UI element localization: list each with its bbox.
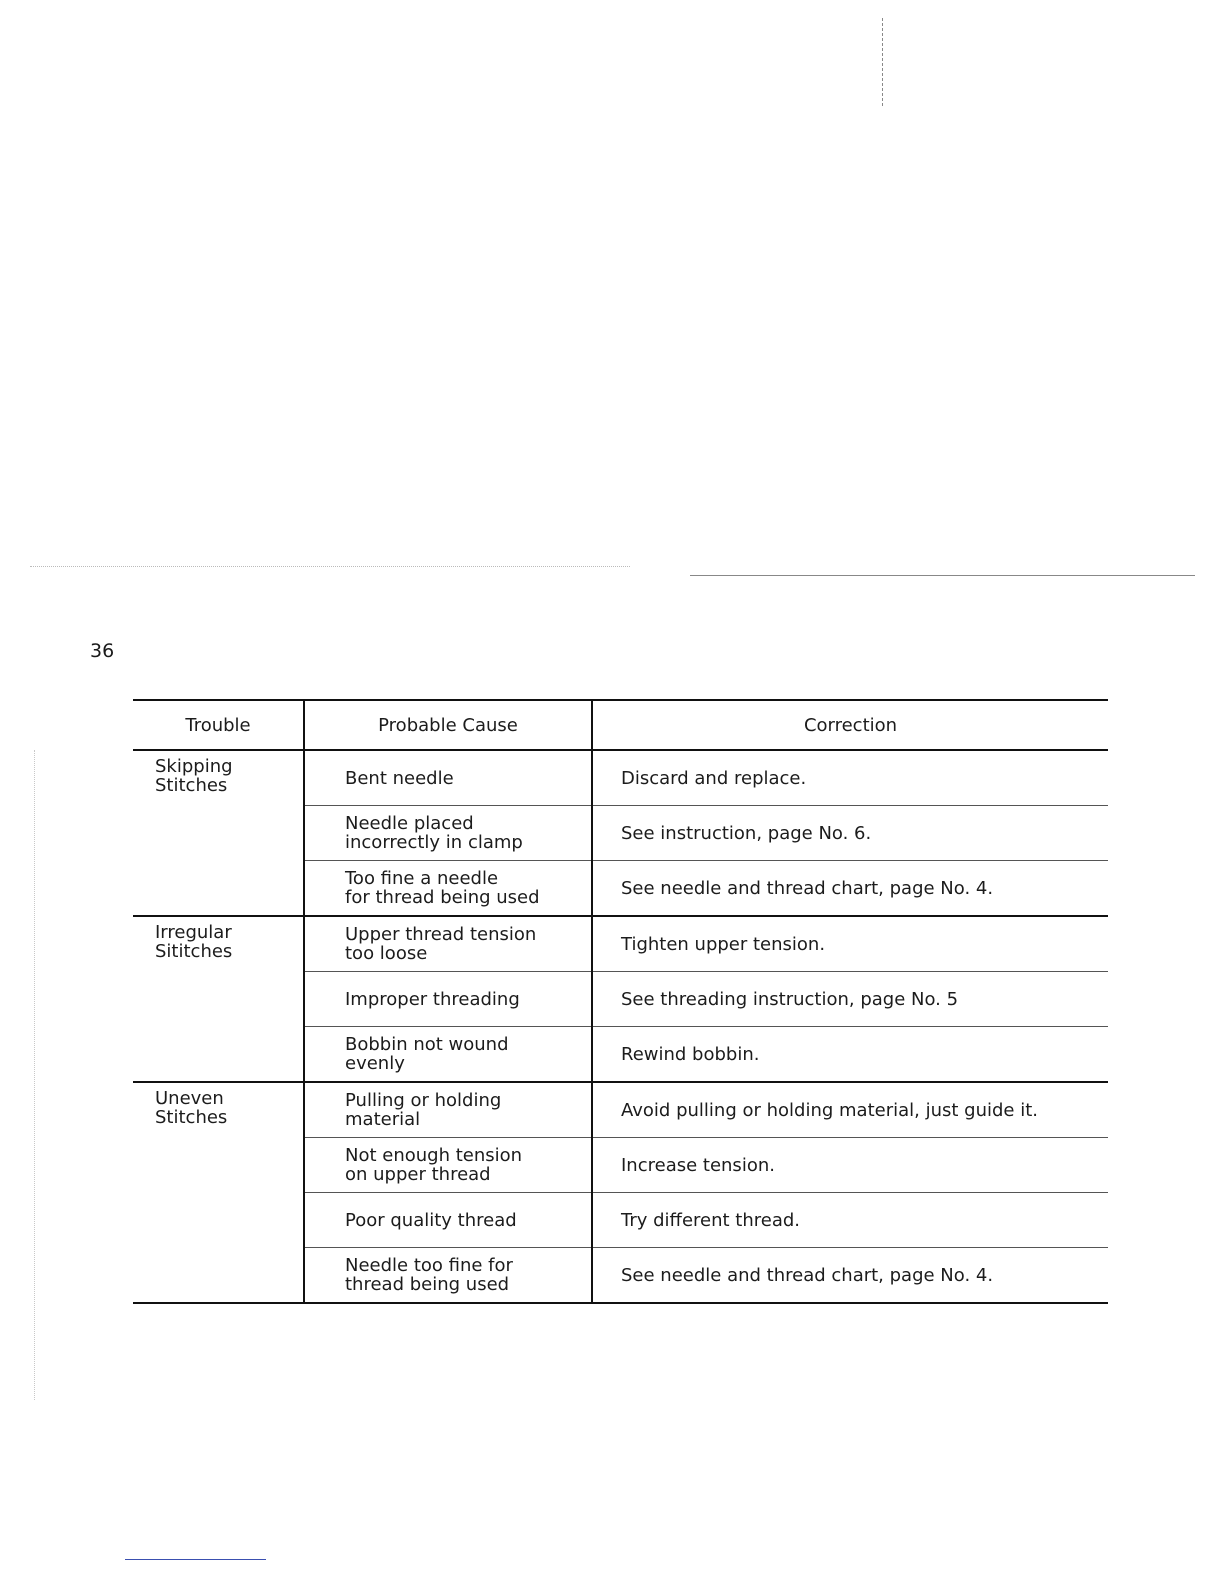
cell-line: Bobbin not wound [345, 1034, 509, 1055]
probable-cause-cell [304, 1027, 592, 1083]
scan-artifact-rule [690, 575, 1195, 576]
correction-cell: Avoid pulling or holding material, just guide it. [592, 1082, 1108, 1138]
probable-cause-cell [304, 1082, 592, 1138]
cell-line: Skipping [155, 756, 233, 777]
correction-cell: Rewind bobbin. [592, 1027, 1108, 1083]
cell-line: Uneven [155, 1088, 224, 1109]
probable-cause-cell [304, 1193, 592, 1248]
trouble-cell [133, 1082, 304, 1303]
cell-line: Poor quality thread [345, 1209, 517, 1231]
cell-line: Pulling or holding [345, 1090, 502, 1111]
cell-line: Improper threading [345, 988, 520, 1010]
troubleshooting-table [133, 699, 1108, 1304]
table-row [133, 1082, 1108, 1138]
cell-line: on upper thread [345, 1164, 491, 1185]
trouble-cell [133, 750, 304, 916]
correction-cell: See instruction, page No. 6. [592, 806, 1108, 861]
cell-line: for thread being used [345, 887, 540, 908]
cell-line: Sititches [155, 941, 233, 962]
correction-cell: See needle and thread chart, page No. 4. [592, 1248, 1108, 1304]
header-correction: Correction [592, 700, 1108, 750]
probable-cause-cell [304, 1138, 592, 1193]
correction-cell: Tighten upper tension. [592, 916, 1108, 972]
probable-cause-cell [304, 972, 592, 1027]
header-probable-cause: Probable Cause [304, 700, 592, 750]
probable-cause-cell [304, 916, 592, 972]
cell-line: Upper thread tension [345, 924, 537, 945]
cell-line: evenly [345, 1053, 405, 1074]
cell-line: Not enough tension [345, 1145, 523, 1166]
cell-line: thread being used [345, 1274, 510, 1295]
probable-cause-cell [304, 1248, 592, 1304]
scan-artifact-dots [30, 566, 630, 567]
cell-line: Too fine a needle [345, 868, 499, 889]
cell-line: Bent needle [345, 767, 454, 789]
cell-line: Needle placed [345, 813, 474, 834]
cell-line: Stitches [155, 775, 228, 796]
table-body [133, 750, 1108, 1303]
correction-cell: Discard and replace. [592, 750, 1108, 806]
cell-line: incorrectly in clamp [345, 832, 523, 853]
cell-line: Irregular [155, 922, 232, 943]
correction-cell: Try different thread. [592, 1193, 1108, 1248]
correction-cell: Increase tension. [592, 1138, 1108, 1193]
correction-cell: See needle and thread chart, page No. 4. [592, 861, 1108, 917]
probable-cause-cell [304, 806, 592, 861]
trouble-cell [133, 916, 304, 1082]
footer-rule [125, 1559, 266, 1560]
cell-line: too loose [345, 943, 428, 964]
scan-artifact-left-edge [34, 750, 35, 1400]
page-number: 36 [90, 640, 115, 662]
cell-line: material [345, 1109, 421, 1130]
table-row [133, 916, 1108, 972]
scan-artifact-vertical [882, 18, 883, 106]
correction-cell: See threading instruction, page No. 5 [592, 972, 1108, 1027]
cell-line: Stitches [155, 1107, 228, 1128]
table-row [133, 750, 1108, 806]
probable-cause-cell [304, 750, 592, 806]
table-header-row [133, 700, 1108, 750]
cell-line: Needle too fine for [345, 1255, 513, 1276]
header-trouble: Trouble [133, 700, 304, 750]
probable-cause-cell [304, 861, 592, 917]
